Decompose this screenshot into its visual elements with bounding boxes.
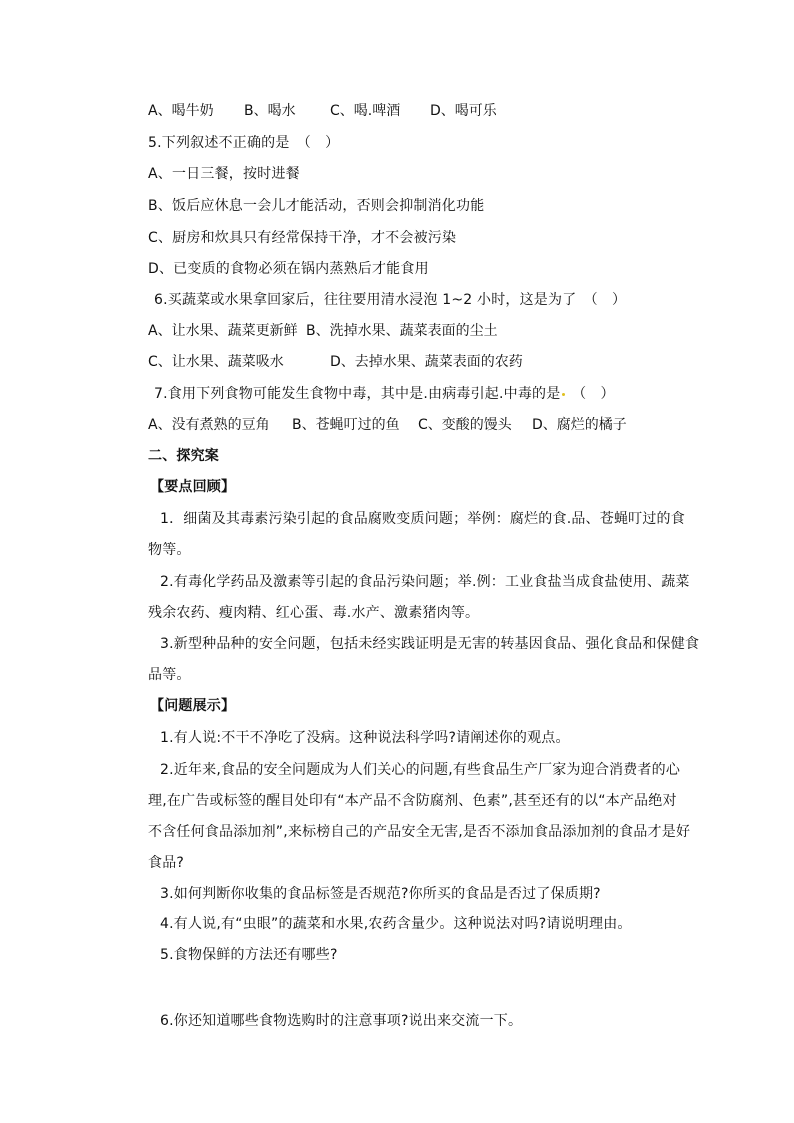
question-4: 4.有人说,有“虫眼”的蔬菜和水果,农药含量少。这种说法对吗?请说明理由。 <box>160 916 632 932</box>
q6-option-c: C、让水果、蔬菜吸水 <box>148 354 284 370</box>
q7-option-b: B、苍蝇叮过的鱼 <box>292 417 400 433</box>
q5-option-d: D、已变质的食物必须在锅内蒸熟后才能食用 <box>148 261 429 277</box>
q6-option-a: A、让水果、蔬菜更新鲜 <box>148 323 298 339</box>
q7-option-c: C、变酸的馒头 <box>418 417 512 433</box>
q7-stem-paren: （ ） <box>572 386 615 402</box>
q4-option-a: A、喝牛奶 <box>148 103 214 119</box>
review-heading: 【要点回顾】 <box>150 479 236 495</box>
q7-option-a: A、没有煮熟的豆角 <box>148 417 270 433</box>
questions-heading: 【问题展示】 <box>150 698 236 714</box>
question-1: 1.有人说:不干不净吃了没病。这种说法科学吗?请阐述你的观点。 <box>160 730 570 746</box>
q4-option-d: D、喝可乐 <box>430 103 497 119</box>
question-2-line-4: 食品? <box>148 855 185 871</box>
yellow-dot-mark <box>562 393 565 396</box>
review-point-3-line-2: 品等。 <box>148 667 191 683</box>
question-2-line-1: 2.近年来,食品的安全问题成为人们关心的问题,有些食品生产厂家为迎合消费者的心 <box>160 762 681 778</box>
q6-option-d: D、去掉水果、蔬菜表面的农药 <box>330 354 523 370</box>
review-point-1-line-2: 物等。 <box>148 542 191 558</box>
question-3: 3.如何判断你收集的食品标签是否规范?你所买的食品是否过了保质期? <box>160 886 601 902</box>
review-point-3-line-1: 3.新型种品种的安全问题，包括未经实践证明是无害的转基因食品、强化食品和保健食 <box>160 636 700 652</box>
question-5: 5.食物保鲜的方法还有哪些? <box>160 947 338 963</box>
review-point-1-line-1: 1．细菌及其毒素污染引起的食品腐败变质问题；举例：腐烂的食.品、苍蝇叮过的食 <box>160 511 685 527</box>
q5-option-b: B、饭后应休息一会儿才能活动，否则会抑制消化功能 <box>148 198 485 214</box>
q5-option-c: C、厨房和炊具只有经常保持干净，才不会被污染 <box>148 230 457 246</box>
review-point-2-line-1: 2.有毒化学药品及激素等引起的食品污染问题；举.例：工业食盐当成食盐使用、蔬菜 <box>160 574 690 590</box>
question-2-line-3: 不含任何食品添加剂”,来标榜自己的产品安全无害,是否不添加食品添加剂的食品才是好 <box>148 824 691 840</box>
q7-option-d: D、腐烂的橘子 <box>532 417 627 433</box>
q7-stem <box>154 384 615 404</box>
q7-stem-text: 7.食用下列食物可能发生食物中毒，其中是.由病毒引起.中毒的是 <box>154 386 561 402</box>
q6-stem: 6.买蔬菜或水果拿回家后，往往要用清水浸泡 1~2 小时，这是为了 （ ） <box>154 292 627 308</box>
q5-stem: 5.下列叙述不正确的是 （ ） <box>148 135 340 151</box>
section-title: 二、探究案 <box>148 448 219 464</box>
q4-option-c: C、喝.啤酒 <box>330 103 401 119</box>
q6-option-b: B、洗掉水果、蔬菜表面的尘土 <box>306 323 498 339</box>
question-2-line-2: 理,在广告或标签的醒目处印有“本产品不含防腐剂、色素”,甚至还有的以“本产品绝对 <box>148 793 677 809</box>
q5-option-a: A、一日三餐，按时进餐 <box>148 166 300 182</box>
question-6: 6.你还知道哪些食物选购时的注意事项?说出来交流一下。 <box>160 1013 523 1029</box>
q4-option-b: B、喝水 <box>244 103 296 119</box>
review-point-2-line-2: 残余农药、瘦肉精、红心蛋、毒.水产、激素猪肉等。 <box>148 605 480 621</box>
